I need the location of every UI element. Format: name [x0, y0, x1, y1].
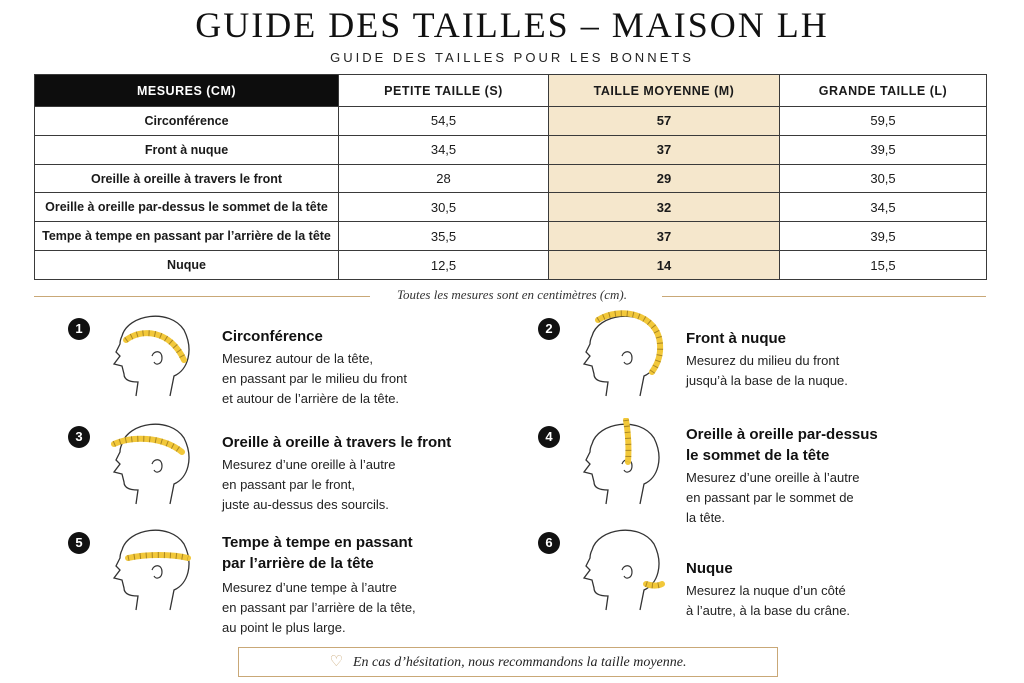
step-6: [538, 532, 998, 642]
cell-large: 39,5: [780, 135, 987, 164]
head-nape-icon: [562, 524, 672, 614]
table-row: [35, 193, 987, 222]
step-3: [68, 426, 528, 536]
cell-small: 35,5: [339, 222, 549, 251]
cell-medium: 32: [549, 193, 780, 222]
row-label: Oreille à oreille par-dessus le sommet de la tête: [35, 193, 339, 222]
row-label: Tempe à tempe en passant par l’arrière de la tête: [35, 222, 339, 251]
step-description-line: et autour de l’arrière de la tête.: [222, 391, 400, 406]
head-circumference-icon: [92, 310, 202, 400]
step-description: [222, 455, 522, 515]
cell-small: 34,5: [339, 135, 549, 164]
step-4: [538, 426, 998, 536]
table-row: [35, 251, 987, 280]
head-ear-to-ear-top-icon: [562, 418, 672, 508]
step-title: Front à nuque: [686, 330, 786, 347]
table-row: [35, 222, 987, 251]
step-description-line: à l’autre, à la base du crâne.: [686, 603, 851, 618]
cell-small: 30,5: [339, 193, 549, 222]
step-description-line: en passant par le front,: [222, 477, 355, 492]
size-table: [34, 74, 987, 280]
step-title: Oreille à oreille à travers le front: [222, 434, 452, 451]
cell-large: 59,5: [780, 107, 987, 136]
step-description: [686, 581, 986, 621]
step-number-badge: 2: [538, 318, 560, 340]
cell-medium: 37: [549, 135, 780, 164]
step-1: [68, 318, 528, 428]
table-row: [35, 164, 987, 193]
step-description: [686, 351, 986, 391]
cell-medium: 14: [549, 251, 780, 280]
cell-small: 12,5: [339, 251, 549, 280]
step-description-line: en passant par le milieu du front: [222, 371, 407, 386]
cell-large: 15,5: [780, 251, 987, 280]
step-description-line: Mesurez autour de la tête,: [222, 351, 374, 366]
column-header-measures: MESURES (CM): [35, 75, 339, 107]
tip-box: [238, 647, 778, 677]
step-description: [686, 468, 986, 528]
head-front-to-nape-icon: [562, 310, 672, 400]
step-number-badge: 6: [538, 532, 560, 554]
step-description-line: Mesurez la nuque d’un côté: [686, 583, 846, 598]
row-label: Nuque: [35, 251, 339, 280]
row-label: Oreille à oreille à travers le front: [35, 164, 339, 193]
column-header-small: PETITE TAILLE (S): [339, 75, 549, 107]
step-title-line: le sommet de la tête: [686, 447, 830, 464]
cell-large: 39,5: [780, 222, 987, 251]
step-number-badge: 5: [68, 532, 90, 554]
cell-medium: 37: [549, 222, 780, 251]
step-number-badge: 1: [68, 318, 90, 340]
step-5: [68, 532, 528, 642]
units-note: Toutes les mesures sont en centimètres (cm).: [397, 287, 627, 302]
step-title-line: Tempe à tempe en passant: [222, 534, 413, 551]
step-description-line: la tête.: [686, 510, 726, 525]
cell-medium: 29: [549, 164, 780, 193]
step-description-line: jusqu’à la base de la nuque.: [686, 373, 848, 388]
cell-small: 28: [339, 164, 549, 193]
cell-large: 30,5: [780, 164, 987, 193]
step-description-line: Mesurez d’une oreille à l’autre: [686, 470, 860, 485]
step-title: [686, 424, 986, 466]
step-description-line: Mesurez d’une tempe à l’autre: [222, 580, 397, 595]
head-temple-to-temple-icon: [92, 524, 202, 614]
step-title: Circonférence: [222, 328, 323, 345]
head-ear-to-ear-front-icon: [92, 418, 202, 508]
table-header-row: [35, 75, 987, 107]
step-title: Nuque: [686, 560, 733, 577]
cell-small: 54,5: [339, 107, 549, 136]
step-number-badge: 3: [68, 426, 90, 448]
step-description-line: en passant par le sommet de: [686, 490, 854, 505]
step-description: [222, 578, 522, 638]
table-row: [35, 135, 987, 164]
step-description-line: juste au-dessus des sourcils.: [222, 497, 389, 512]
step-2: [538, 318, 998, 428]
row-label: Circonférence: [35, 107, 339, 136]
step-title-line: Oreille à oreille par-dessus: [686, 426, 878, 443]
row-label: Front à nuque: [35, 135, 339, 164]
table-row: [35, 107, 987, 136]
step-title-line: par l’arrière de la tête: [222, 555, 374, 572]
column-header-medium: TAILLE MOYENNE (M): [549, 75, 780, 107]
tip-text: En cas d’hésitation, nous recommandons la taille moyenne.: [352, 655, 687, 670]
page-title: GUIDE DES TAILLES – MAISON LH: [195, 5, 829, 45]
step-description-line: Mesurez du milieu du front: [686, 353, 840, 368]
step-title: [222, 532, 522, 574]
heart-icon: ♡: [329, 652, 343, 670]
note-divider-right: [662, 296, 986, 297]
step-description: [222, 349, 522, 409]
column-header-large: GRANDE TAILLE (L): [780, 75, 987, 107]
step-description-line: en passant par l’arrière de la tête,: [222, 600, 416, 615]
cell-medium: 57: [549, 107, 780, 136]
step-description-line: au point le plus large.: [222, 620, 346, 635]
step-number-badge: 4: [538, 426, 560, 448]
page-subtitle: GUIDE DES TAILLES POUR LES BONNETS: [330, 50, 694, 65]
step-description-line: Mesurez d’une oreille à l’autre: [222, 457, 396, 472]
cell-large: 34,5: [780, 193, 987, 222]
